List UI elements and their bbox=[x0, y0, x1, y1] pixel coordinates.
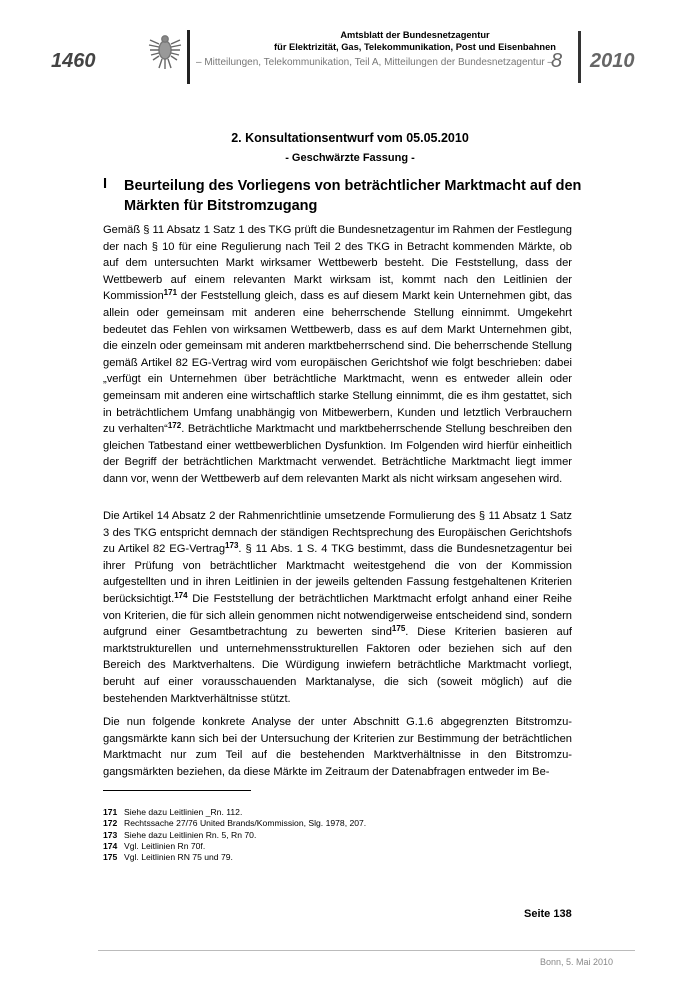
paragraph-1 bbox=[103, 222, 572, 488]
footnote bbox=[103, 830, 366, 841]
page-label: Seite 138 bbox=[524, 908, 572, 920]
footnote-number: 174 bbox=[103, 840, 118, 851]
section-title: Beurteilung des Vorliegens von beträchtlicher Marktmacht auf den Märkten für Bitstromzugang bbox=[124, 178, 582, 214]
footer-divider bbox=[98, 950, 635, 951]
footnote bbox=[103, 807, 366, 818]
text-run: . § 11 Abs. 1 S. 4 TKG bestimmt, dass die Bundesnetzagentur bei ihrer Prüfung von beträchtlicher Marktmacht weitestgehend die von der Kommission aufgestellten und in ihren Leitlinien in der jeweils geltenden Fassung festgehaltenen Kriterien berücksichtigt. bbox=[103, 543, 572, 605]
paragraph-3 bbox=[103, 714, 572, 780]
document-title: 2. Konsultationsentwurf vom 05.05.2010 bbox=[231, 131, 469, 145]
footnote-number: 171 bbox=[103, 807, 118, 817]
footnote bbox=[103, 841, 366, 852]
footnote bbox=[103, 852, 366, 863]
footnote-ref[interactable]: 175 bbox=[391, 624, 406, 634]
publication-subtitle: – Mitteilungen, Telekommunikation, Teil A, Mitteilungen der Bundesnetzagentur – bbox=[196, 57, 554, 68]
footnote-list bbox=[103, 807, 366, 863]
footnote-number: 172 bbox=[103, 818, 118, 829]
text-run: der Feststellung gleich, dass es auf diesem Markt kein Unternehmen gibt, das allein oder gemeinsam mit anderen eine beherrschende Stellung einnimmt. Umgekehrt bedeutet das Fehlen von wirksamen Wettbewerb, dass es auf dem Markt Unternehmen gibt, die einzeln oder gemeinsam mit anderen marktbeherrschend sind. Die beherrschende Stellung gemäß Artikel 82 EG-Vertrag wird vom europäischen Gerichtshof wie folgt beschrieben: dabei „verfügt ein Unternehmen über beträchtliche Marktmacht, wenn es entweder allein oder gemeinsam mit anderen eine wirtschaftlich starke Stellung einnimmt, die es ihm gestattet, sich in beträchtlichem Umfang unabhängig von Mitbewerbern, Kunden und letztlich Verbrauchern zu verhalten“ bbox=[103, 290, 572, 436]
footnote-ref[interactable]: 171 bbox=[163, 288, 178, 298]
footnote-separator bbox=[103, 790, 251, 791]
footnote-ref[interactable]: 172 bbox=[167, 421, 182, 431]
footnote-ref[interactable]: 174 bbox=[174, 590, 188, 600]
footnote-text: Vgl. Leitlinien RN 75 und 79. bbox=[124, 852, 233, 863]
publication-title bbox=[190, 30, 640, 53]
publisher-line-1: Amtsblatt der Bundesnetzagentur bbox=[340, 30, 490, 40]
footnote-ref[interactable]: 173 bbox=[225, 541, 239, 551]
footnote bbox=[103, 818, 366, 829]
text-run: Die Feststellung der beträchtlichen Marktmacht erfolgt anhand einer Reihe von Kriterien, die für sich allein genommen nicht notwendigerweise entscheidend sind, sondern aufgrund einer Gesamtbetrachtung zu bewerten sind bbox=[103, 592, 572, 639]
text-run: . Diese Kriterien basieren auf marktstrukturellen und unternehmensstrukturellen Faktoren oder beziehen sich auf den Bereich des Marktverhaltens. Die Würdigung inwiefern beträchtliche Marktmacht vorliegt, beruht auf einer vorausschauenden Marktanalyse, die sich (soweit möglich) auf die bestehenden Marktverhältnisse stützt. bbox=[103, 626, 572, 705]
footnote-text: Siehe dazu Leitlinien Rn. 5, Rn 70. bbox=[124, 829, 257, 840]
section-number: I bbox=[103, 176, 108, 192]
publisher-line-2: für Elektrizität, Gas, Telekommunikation, Post und Eisenbahnen bbox=[274, 41, 556, 52]
issue-number: 8 bbox=[551, 50, 563, 72]
footnote-number: 175 bbox=[103, 852, 118, 863]
text-run: Gemäß § 11 Absatz 1 Satz 1 des TKG prüft die Bundesnetzagentur im Rahmen der Festlegung der nach § 10 für eine Regulierung nach Teil 2 des TKG in Betracht kommenden Märkte, ob auf dem untersuchten Markt wirksamer Wettbewerb besteht. Die Feststellung, dass der Wettbewerb auf einem relevanten Markt wirksam ist, kommt nach den Leitlinien der Kommission bbox=[103, 224, 572, 303]
issue-year: 2010 bbox=[590, 50, 635, 72]
document-subtitle: - Geschwärzte Fassung - bbox=[285, 152, 415, 164]
text-run: Die Artikel 14 Absatz 2 der Rahmenrichtlinie umsetzende Formulierung des § 11 Absatz 1 Satz 3 des TKG entspricht demnach der ständigen Rechtsprechung des Europäischen Gerichtshofs zu Artikel 82 EG-Vertrag bbox=[103, 510, 572, 556]
footnote-text: Siehe dazu Leitlinien _Rn. 112. bbox=[124, 807, 243, 817]
federal-eagle-icon bbox=[148, 32, 182, 72]
text-run: . Beträchtliche Marktmacht und marktbeherrschende Stellung beschreiben den gleichen Tatbestand einer wettbewerblichen Dysfunktion. Im Folgenden wird hierfür einheitlich der Begriff der beträchtlichen Marktmacht verwendet. Beträchtliche Marktmacht liegt immer dann vor, wenn der Wettbewerb auf dem relevanten Markt als nicht wirksam angesehen wird. bbox=[103, 423, 572, 485]
footnote-number: 173 bbox=[103, 829, 118, 840]
footnote-text: Vgl. Leitlinien Rn 70f. bbox=[124, 840, 206, 851]
page-number: 1460 bbox=[51, 50, 96, 72]
footer-place-date: Bonn, 5. Mai 2010 bbox=[540, 957, 614, 967]
issue-divider bbox=[578, 31, 581, 83]
text-run: Die nun folgende konkrete Analyse der unter Abschnitt G.1.6 abgegrenzten Bitstromzugangsmärkte kann sich bei der Untersuchung der Kriterien zur Bestimmung der beträchtlichen Marktmacht nur zum Teil auf die bestehenden Marktverhältnisse in den Bitstromzugangsmärkten beziehen, da diese Märkte im Zeitraum der Datenabfragen entweder im Be- bbox=[103, 716, 572, 778]
paragraph-2 bbox=[103, 508, 572, 707]
footnote-text: Rechtssache 27/76 United Brands/Kommission, Slg. 1978, 207. bbox=[124, 818, 367, 829]
